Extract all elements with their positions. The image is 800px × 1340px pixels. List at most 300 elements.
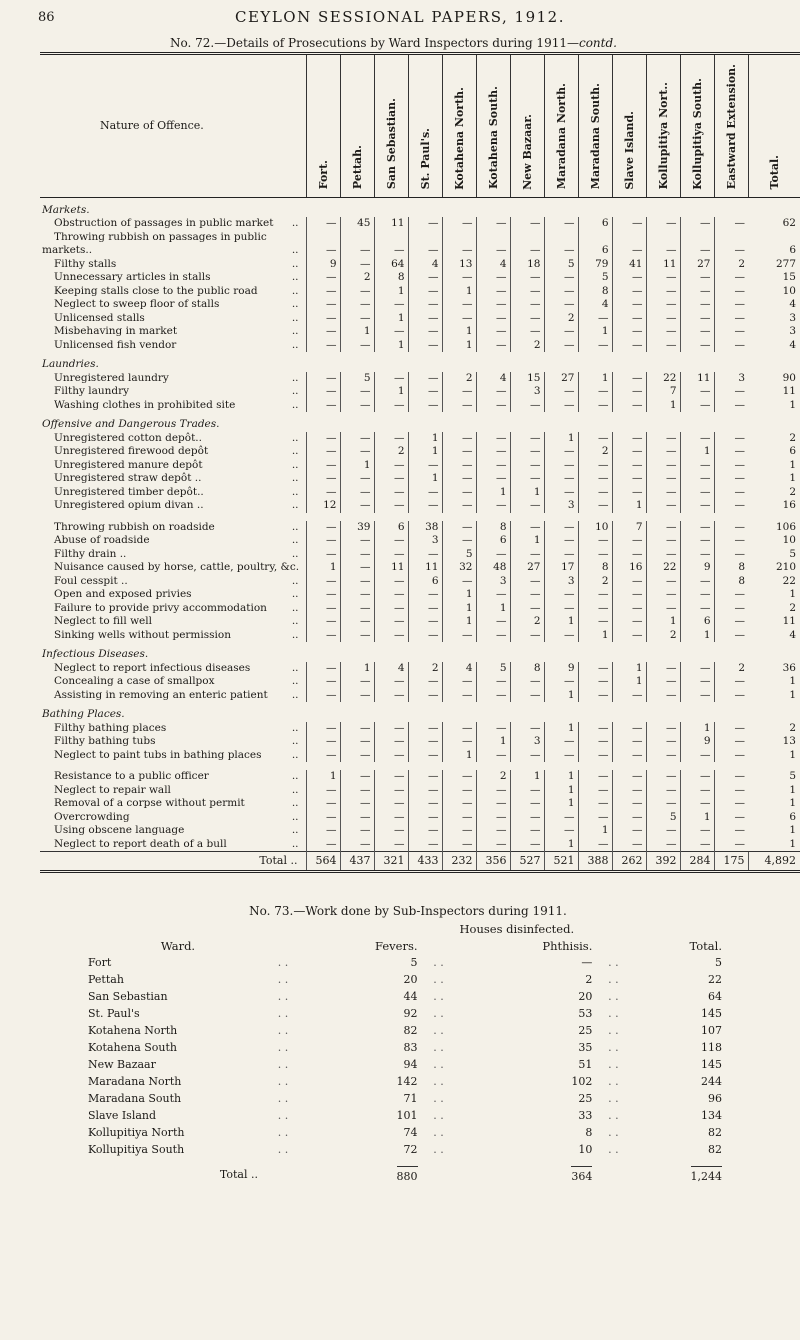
leader-dots: . . bbox=[433, 1024, 444, 1037]
ward-count-cell: — bbox=[714, 432, 748, 446]
header-fevers: Fevers. bbox=[374, 938, 418, 953]
offence-label: Misbehaving in market bbox=[54, 325, 178, 337]
offence-cell bbox=[40, 486, 306, 500]
header-total: Total. bbox=[689, 938, 722, 953]
ward-count-cell: — bbox=[442, 722, 476, 736]
ward-count-cell: — bbox=[714, 285, 748, 299]
ward-count-cell: — bbox=[340, 689, 374, 703]
ward-count-cell: — bbox=[646, 445, 680, 459]
ward-count-cell: — bbox=[442, 675, 476, 689]
total-label: Total bbox=[259, 854, 287, 867]
total-cell: 118 bbox=[701, 1041, 722, 1054]
ward-count-cell: — bbox=[612, 770, 646, 784]
ward-name: Fort bbox=[88, 956, 112, 969]
ward-count-cell: 1 bbox=[340, 662, 374, 676]
ward-count-cell: — bbox=[306, 459, 340, 473]
row-total-cell: 2 bbox=[789, 485, 796, 498]
row-total-cell: 1 bbox=[789, 675, 796, 687]
table-row bbox=[40, 575, 800, 589]
ward-count-cell: — bbox=[306, 472, 340, 486]
ward-count-cell: — bbox=[306, 372, 340, 386]
ward-count-cell: 2 bbox=[714, 662, 748, 676]
ward-row bbox=[88, 954, 728, 971]
ward-count-cell: 4 bbox=[476, 372, 510, 386]
ward-count-cell: — bbox=[306, 675, 340, 689]
ward-count-cell: — bbox=[646, 735, 680, 749]
offence-label: Unlicensed fish vendor bbox=[54, 338, 177, 351]
table-row bbox=[40, 521, 800, 535]
ward-count-cell: — bbox=[442, 770, 476, 784]
ward-count-cell: — bbox=[612, 217, 646, 231]
leader-dots: .. bbox=[291, 574, 299, 587]
offence-label: Neglect to paint tubs in bathing places bbox=[54, 748, 262, 761]
table-row bbox=[40, 298, 800, 312]
offence-cell bbox=[40, 459, 306, 473]
ward-count-cell: — bbox=[306, 811, 340, 825]
row-total-cell: 62 bbox=[782, 217, 796, 229]
table-row bbox=[40, 561, 800, 575]
ward-count-cell: — bbox=[612, 432, 646, 446]
ward-total-cell: 433 bbox=[408, 852, 442, 872]
offence-label: Unregistered timber depôt.. bbox=[54, 485, 204, 498]
ward-name: Kollupitiya North bbox=[88, 1126, 185, 1139]
leader-dots: . . bbox=[608, 1075, 619, 1088]
ward-name: Maradana South bbox=[88, 1092, 182, 1105]
grand-total: 1,244 bbox=[691, 1166, 723, 1183]
header-houses-disinfected: Houses disinfected. bbox=[459, 921, 575, 936]
ward-count-cell: — bbox=[306, 749, 340, 763]
ward-count-cell: — bbox=[374, 838, 408, 852]
offence-cell bbox=[40, 244, 306, 258]
leader-dots: . . bbox=[277, 956, 289, 969]
ward-count-cell: — bbox=[646, 662, 680, 676]
fevers-cell: 72 bbox=[403, 1143, 418, 1156]
leader-dots: . . bbox=[277, 1109, 289, 1122]
ward-count-cell: — bbox=[510, 602, 544, 616]
ward-count-cell: — bbox=[408, 285, 442, 299]
ward-count-cell: — bbox=[374, 472, 408, 486]
ward-count-cell: — bbox=[680, 797, 714, 811]
table-row bbox=[40, 231, 800, 245]
leader-dots: .. bbox=[291, 311, 299, 324]
ward-count-cell: 3 bbox=[408, 534, 442, 548]
fevers-cell: 5 bbox=[410, 956, 418, 969]
phthisis-cell: 10 bbox=[578, 1143, 593, 1156]
ward-count-cell: 5 bbox=[646, 811, 680, 825]
ward-count-cell: 1 bbox=[442, 325, 476, 339]
ward-count-cell: — bbox=[680, 285, 714, 299]
ward-count-cell: — bbox=[646, 675, 680, 689]
row-total-cell: 1 bbox=[789, 824, 796, 836]
ward-count-cell: — bbox=[340, 602, 374, 616]
ward-count-cell: — bbox=[340, 534, 374, 548]
row-total-cell: 4 bbox=[789, 628, 796, 641]
row-total-cell: 11 bbox=[782, 385, 796, 397]
leader-dots: .. bbox=[291, 824, 299, 836]
ward-count-cell: — bbox=[374, 432, 408, 446]
leader-dots: .. bbox=[291, 520, 299, 533]
ward-count-cell: 1 bbox=[680, 445, 714, 459]
ward-count-cell: — bbox=[442, 735, 476, 749]
row-total-cell: 10 bbox=[782, 534, 796, 546]
leader-dots: .. bbox=[291, 601, 299, 614]
ward-count-cell: 9 bbox=[306, 258, 340, 272]
ward-count-cell: 6 bbox=[578, 217, 612, 231]
leader-dots: .. bbox=[291, 547, 299, 560]
ward-count-cell: — bbox=[578, 735, 612, 749]
ward-count-cell: — bbox=[374, 615, 408, 629]
leader-dots: .. bbox=[291, 325, 299, 337]
ward-count-cell: — bbox=[374, 675, 408, 689]
ward-count-cell: — bbox=[476, 838, 510, 852]
leader-dots: . . bbox=[277, 1092, 289, 1105]
offence-label: Resistance to a public officer bbox=[54, 770, 209, 782]
ward-count-cell: 1 bbox=[340, 325, 374, 339]
ward-count-cell: 5 bbox=[476, 662, 510, 676]
phthisis-cell: — bbox=[581, 956, 593, 969]
section-heading: Markets. bbox=[42, 203, 90, 216]
ward-count-cell: — bbox=[612, 325, 646, 339]
ward-count-cell: — bbox=[510, 521, 544, 535]
ward-count-cell: — bbox=[306, 615, 340, 629]
ward-count-cell: — bbox=[680, 521, 714, 535]
table-row bbox=[40, 588, 800, 602]
ward-count-cell: — bbox=[476, 499, 510, 513]
ward-count-cell: — bbox=[408, 689, 442, 703]
spacer-row bbox=[40, 762, 800, 770]
header-ward-0 bbox=[306, 55, 340, 197]
ward-count-cell: — bbox=[476, 615, 510, 629]
ward-count-cell: 1 bbox=[476, 735, 510, 749]
ward-count-cell: — bbox=[510, 838, 544, 852]
ward-count-cell: — bbox=[442, 824, 476, 838]
ward-count-cell bbox=[544, 231, 578, 245]
offence-cell bbox=[40, 372, 306, 386]
offence-label: Using obscene language bbox=[54, 824, 185, 836]
ward-count-cell: — bbox=[374, 588, 408, 602]
row-total-cell: 6 bbox=[789, 810, 796, 823]
leader-dots: .. bbox=[291, 385, 299, 397]
ward-count-cell: — bbox=[476, 298, 510, 312]
phthisis-total-cell bbox=[454, 1158, 599, 1183]
leader-dots: . . bbox=[277, 1024, 289, 1037]
ward-count-cell: — bbox=[714, 399, 748, 413]
ward-count-cell: — bbox=[442, 298, 476, 312]
ward-count-cell: — bbox=[578, 838, 612, 852]
ward-count-cell: 1 bbox=[510, 534, 544, 548]
ward-count-cell: — bbox=[544, 486, 578, 500]
header-ward-6 bbox=[510, 55, 544, 197]
offence-cell bbox=[40, 432, 306, 446]
ward-count-cell: 22 bbox=[646, 372, 680, 386]
ward-count-cell: — bbox=[306, 575, 340, 589]
ward-count-cell: — bbox=[476, 325, 510, 339]
ward-count-cell: — bbox=[510, 588, 544, 602]
ward-count-cell: — bbox=[544, 749, 578, 763]
ward-count-cell: — bbox=[408, 749, 442, 763]
section-row bbox=[40, 702, 800, 722]
ward-count-cell: — bbox=[646, 575, 680, 589]
ward-count-cell: 10 bbox=[578, 521, 612, 535]
row-total-cell: 1 bbox=[789, 398, 796, 411]
header-ward: Ward. bbox=[160, 938, 196, 953]
ward-count-cell: — bbox=[612, 385, 646, 399]
ward-count-cell: — bbox=[374, 797, 408, 811]
ward-count-cell: — bbox=[442, 521, 476, 535]
ward-count-cell: — bbox=[442, 472, 476, 486]
ward-count-cell: 15 bbox=[510, 372, 544, 386]
ward-count-cell: — bbox=[374, 784, 408, 798]
ward-header-label: Kollupitiya Nort.. bbox=[656, 82, 670, 190]
leader-dots: .. bbox=[291, 271, 299, 283]
ward-count-cell: — bbox=[306, 271, 340, 285]
fevers-cell: 20 bbox=[403, 973, 418, 986]
ward-count-cell: — bbox=[544, 244, 578, 258]
ward-header-label: New Bazaar. bbox=[520, 113, 534, 190]
ward-count-cell: 1 bbox=[646, 399, 680, 413]
offence-label: Filthy bathing tubs bbox=[54, 735, 156, 747]
table-row bbox=[40, 472, 800, 486]
table-row bbox=[40, 325, 800, 339]
ward-row bbox=[88, 1073, 728, 1090]
phthisis-cell: 53 bbox=[578, 1007, 593, 1020]
row-total-cell: 90 bbox=[782, 371, 796, 384]
ward-count-cell: 48 bbox=[476, 561, 510, 575]
blank-cell bbox=[598, 1158, 628, 1183]
grand-total-cell: 4,892 bbox=[748, 852, 800, 872]
table-row bbox=[40, 244, 800, 258]
leader-dots: . . bbox=[277, 1143, 289, 1156]
phthisis-cell: 33 bbox=[578, 1109, 593, 1122]
leader-dots: .. bbox=[291, 338, 299, 351]
ward-count-cell: 1 bbox=[544, 689, 578, 703]
leader-dots: . . bbox=[433, 1058, 444, 1071]
phthisis-cell: 51 bbox=[578, 1058, 593, 1071]
row-total-cell: 1 bbox=[789, 472, 796, 484]
ward-count-cell: — bbox=[374, 486, 408, 500]
ward-count-cell: — bbox=[442, 217, 476, 231]
table-row bbox=[40, 217, 800, 231]
ward-count-cell: 64 bbox=[374, 258, 408, 272]
header-row bbox=[40, 55, 800, 197]
spacer-cell bbox=[40, 762, 800, 770]
ward-count-cell: — bbox=[544, 325, 578, 339]
table-row bbox=[40, 432, 800, 446]
table-row bbox=[40, 445, 800, 459]
ward-count-cell: — bbox=[680, 575, 714, 589]
ward-count-cell bbox=[578, 231, 612, 245]
ward-count-cell: — bbox=[306, 399, 340, 413]
total-cell: 145 bbox=[701, 1007, 722, 1020]
ward-count-cell: — bbox=[374, 548, 408, 562]
ward-count-cell: — bbox=[714, 838, 748, 852]
ward-count-cell: — bbox=[476, 588, 510, 602]
prosecutions-table bbox=[40, 55, 800, 873]
header-row-2 bbox=[88, 937, 728, 954]
ward-count-cell: — bbox=[408, 675, 442, 689]
ward-count-cell: 3 bbox=[714, 372, 748, 386]
ward-count-cell bbox=[374, 231, 408, 245]
ward-count-cell: — bbox=[612, 472, 646, 486]
offence-label: Keeping stalls close to the public road bbox=[54, 284, 258, 297]
offence-label: Overcrowding bbox=[54, 810, 130, 823]
offence-cell bbox=[40, 258, 306, 272]
row-total-cell: 10 bbox=[782, 284, 796, 297]
ward-count-cell: — bbox=[408, 399, 442, 413]
ward-count-cell: — bbox=[714, 499, 748, 513]
ward-count-cell: 2 bbox=[510, 615, 544, 629]
running-title: CEYLON SESSIONAL PAPERS, 1912. bbox=[234, 8, 565, 26]
ward-count-cell: — bbox=[612, 615, 646, 629]
ward-count-cell: — bbox=[680, 312, 714, 326]
ward-count-cell: 11 bbox=[374, 217, 408, 231]
section-row bbox=[40, 197, 800, 217]
ward-count-cell: — bbox=[680, 602, 714, 616]
table-row bbox=[40, 749, 800, 763]
ward-count-cell: 1 bbox=[306, 770, 340, 784]
ward-count-cell: — bbox=[442, 575, 476, 589]
leader-dots: .. bbox=[291, 628, 299, 641]
leader-dots: .. bbox=[291, 588, 299, 600]
ward-count-cell: — bbox=[340, 615, 374, 629]
ward-count-cell: — bbox=[340, 548, 374, 562]
ward-count-cell: 1 bbox=[306, 561, 340, 575]
table-row bbox=[40, 615, 800, 629]
offence-cell bbox=[40, 217, 306, 231]
ward-count-cell: — bbox=[476, 689, 510, 703]
ward-count-cell: — bbox=[442, 432, 476, 446]
row-total-cell: 4 bbox=[789, 338, 796, 351]
leader-dots: .. bbox=[291, 721, 299, 734]
ward-count-cell: — bbox=[510, 824, 544, 838]
ward-count-cell: — bbox=[578, 432, 612, 446]
phthisis-cell: 20 bbox=[578, 990, 593, 1003]
row-total-cell: 1 bbox=[789, 588, 796, 600]
ward-count-cell: 1 bbox=[442, 588, 476, 602]
blank-cell bbox=[424, 1158, 454, 1183]
offence-label: Abuse of roadside bbox=[54, 534, 150, 546]
table-row bbox=[40, 722, 800, 736]
leader-dots: . . bbox=[608, 1092, 619, 1105]
ward-count-cell: — bbox=[510, 285, 544, 299]
ward-count-cell: — bbox=[680, 325, 714, 339]
ward-count-cell: 79 bbox=[578, 258, 612, 272]
leader-dots: .. bbox=[291, 371, 299, 384]
row-total-cell: 2 bbox=[789, 721, 796, 734]
table-73-title: No. 73.—Work done by Sub-Inspectors during 1911. bbox=[249, 904, 567, 918]
offence-cell bbox=[40, 575, 306, 589]
offence-cell bbox=[40, 445, 306, 459]
row-total-cell bbox=[748, 231, 800, 245]
ward-count-cell: — bbox=[442, 385, 476, 399]
ward-count-cell: — bbox=[510, 399, 544, 413]
ward-name: Maradana North bbox=[88, 1075, 182, 1088]
ward-count-cell: — bbox=[306, 325, 340, 339]
ward-count-cell: — bbox=[408, 217, 442, 231]
ward-count-cell: 1 bbox=[374, 285, 408, 299]
ward-count-cell: — bbox=[680, 459, 714, 473]
table-row bbox=[40, 312, 800, 326]
ward-count-cell: — bbox=[306, 521, 340, 535]
leader-dots: . . bbox=[433, 973, 444, 986]
caption-main: No. 72.—Details of Prosecutions by Ward Inspectors during 1911— bbox=[170, 36, 579, 50]
ward-count-cell: — bbox=[714, 445, 748, 459]
ward-count-cell: — bbox=[612, 722, 646, 736]
ward-count-cell bbox=[646, 231, 680, 245]
ward-count-cell: 9 bbox=[544, 662, 578, 676]
ward-count-cell: — bbox=[612, 797, 646, 811]
table-row bbox=[40, 285, 800, 299]
row-total-cell: 1 bbox=[789, 748, 796, 761]
ward-count-cell: 3 bbox=[544, 499, 578, 513]
row-total-cell: 4 bbox=[789, 298, 796, 310]
fevers-cell: 94 bbox=[403, 1058, 418, 1071]
ward-count-cell: — bbox=[714, 615, 748, 629]
ward-total-cell: 521 bbox=[544, 852, 578, 872]
ward-count-cell: — bbox=[544, 534, 578, 548]
ward-count-cell: — bbox=[612, 735, 646, 749]
ward-count-cell: — bbox=[306, 534, 340, 548]
ward-row bbox=[88, 1090, 728, 1107]
leader-dots: .. bbox=[291, 797, 299, 809]
ward-name: Pettah bbox=[88, 973, 124, 986]
ward-count-cell: — bbox=[544, 445, 578, 459]
ward-count-cell bbox=[680, 231, 714, 245]
ward-count-cell: — bbox=[646, 285, 680, 299]
ward-count-cell: — bbox=[408, 298, 442, 312]
leader-dots: .. bbox=[291, 431, 299, 444]
offence-cell bbox=[40, 472, 306, 486]
ward-count-cell: 11 bbox=[680, 372, 714, 386]
ward-count-cell: 5 bbox=[340, 372, 374, 386]
ward-header-label: San Sebastian. bbox=[384, 98, 398, 190]
ward-count-cell: — bbox=[646, 534, 680, 548]
ward-count-cell: — bbox=[646, 459, 680, 473]
ward-count-cell: — bbox=[612, 285, 646, 299]
ward-count-cell: — bbox=[306, 797, 340, 811]
ward-count-cell: — bbox=[340, 432, 374, 446]
ward-count-cell: — bbox=[408, 459, 442, 473]
ward-count-cell: — bbox=[374, 735, 408, 749]
fevers-cell: 83 bbox=[403, 1041, 418, 1054]
ward-total-cell: 262 bbox=[612, 852, 646, 872]
leader-dots: . . bbox=[433, 1126, 444, 1139]
ward-count-cell: 27 bbox=[680, 258, 714, 272]
ward-count-cell: 6 bbox=[578, 244, 612, 258]
table-row bbox=[40, 735, 800, 749]
row-total-cell: 16 bbox=[782, 499, 796, 511]
ward-count-cell: 8 bbox=[578, 285, 612, 299]
phthisis-cell: 8 bbox=[585, 1126, 593, 1139]
ward-count-cell: — bbox=[408, 797, 442, 811]
table-row bbox=[40, 662, 800, 676]
ward-count-cell: — bbox=[646, 298, 680, 312]
leader-dots: .. bbox=[291, 244, 299, 256]
ward-count-cell: — bbox=[476, 548, 510, 562]
leader-dots: .. bbox=[291, 257, 299, 270]
ward-row bbox=[88, 1022, 728, 1039]
total-label-cell bbox=[40, 852, 306, 872]
ward-row bbox=[88, 1056, 728, 1073]
ward-count-cell bbox=[714, 231, 748, 245]
offence-cell bbox=[40, 298, 306, 312]
leader-dots: . . bbox=[433, 990, 444, 1003]
ward-count-cell: — bbox=[476, 749, 510, 763]
ward-count-cell: — bbox=[510, 325, 544, 339]
ward-count-cell: — bbox=[374, 811, 408, 825]
leader-dots: .. bbox=[291, 770, 299, 782]
table-row bbox=[40, 339, 800, 353]
